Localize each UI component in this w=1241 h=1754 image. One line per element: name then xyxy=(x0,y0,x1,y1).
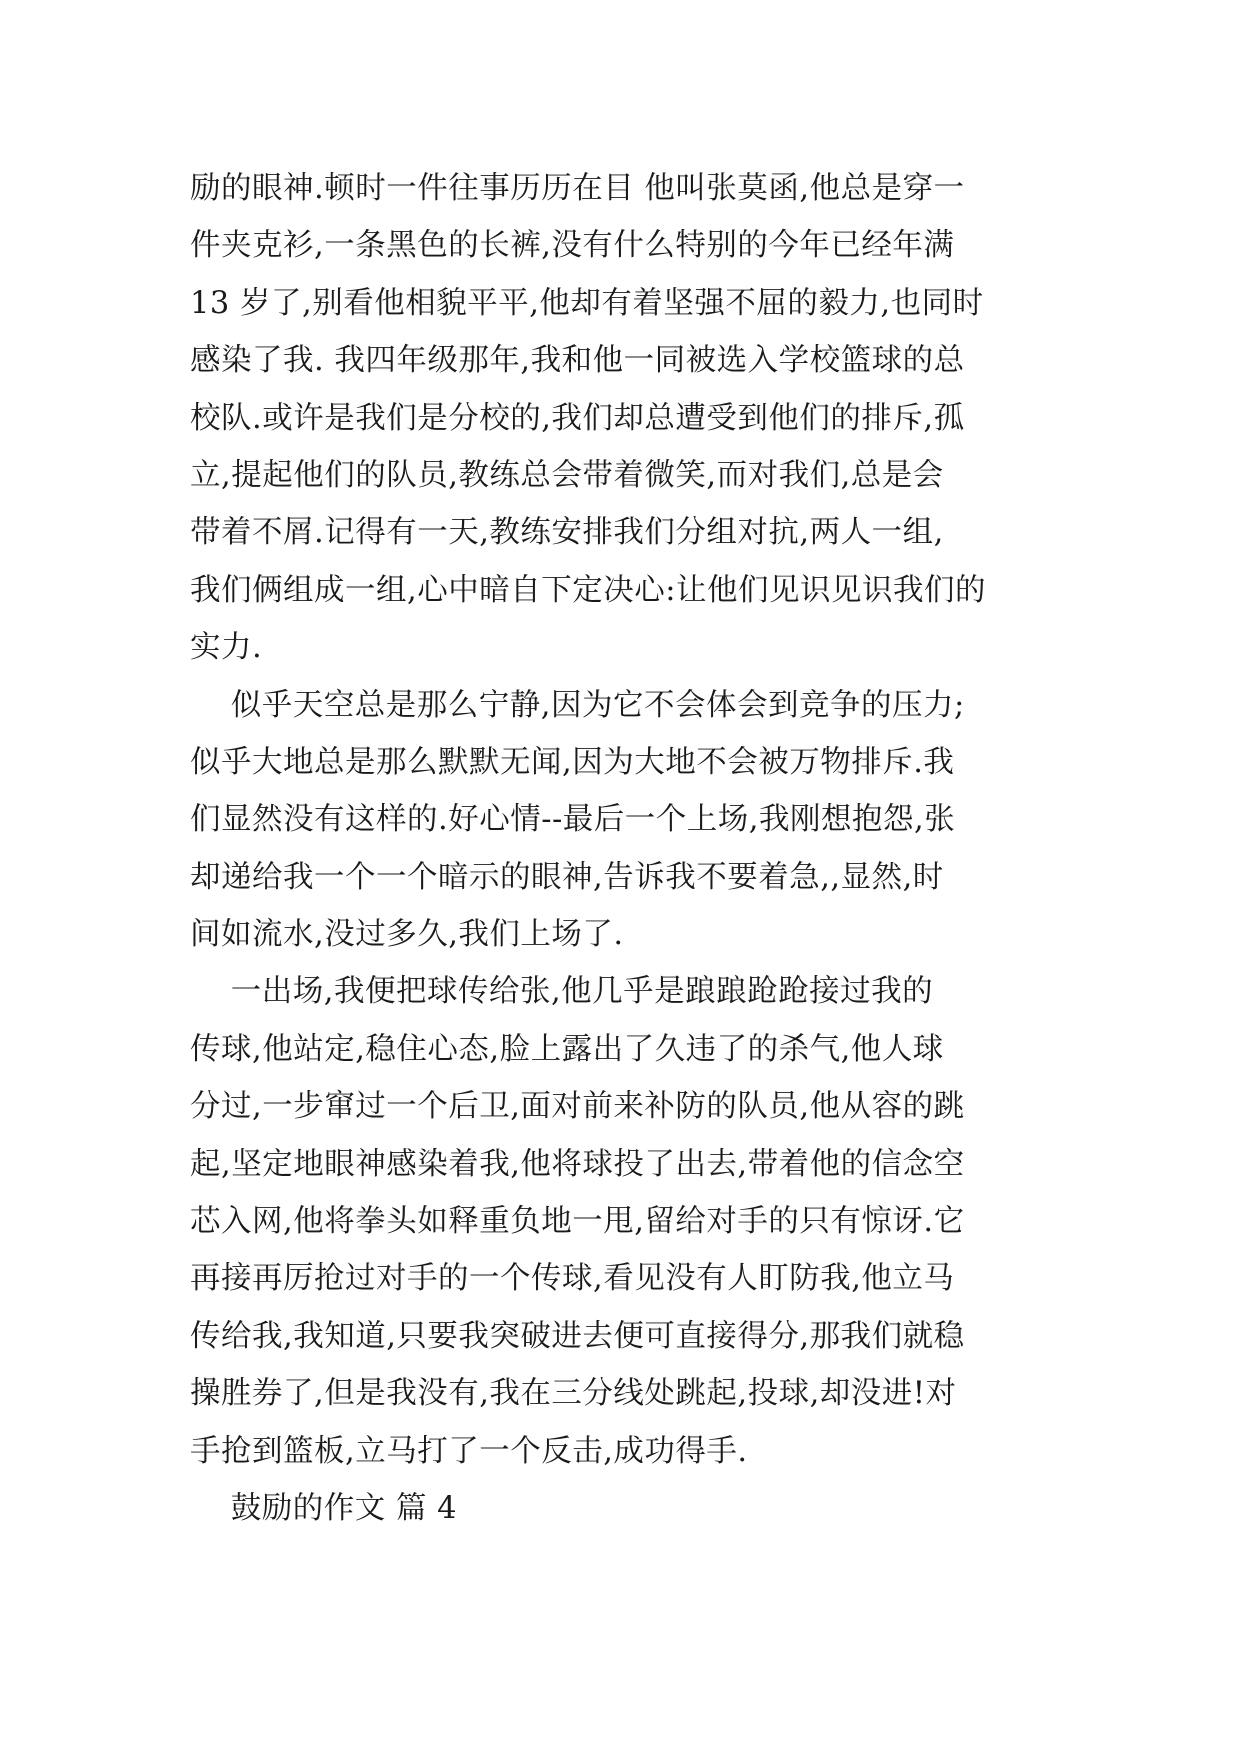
text-line: 件夹克衫,一条黑色的长裤,没有什么特别的今年已经年满 xyxy=(190,228,955,264)
text-line: 感染了我. 我四年级那年,我和他一同被选入学校篮球的总 xyxy=(190,343,965,379)
text-line: 再接再厉抢过对手的一个传球,看见没有人盯防我,他立马 xyxy=(190,1261,955,1297)
text-line: 我们俩组成一组,心中暗自下定决心:让他们见识见识我们的 xyxy=(190,572,986,608)
text-line: 带着不屑.记得有一天,教练安排我们分组对抗,两人一组, xyxy=(190,515,944,551)
text-line: 励的眼神.顿时一件往事历历在目 他叫张莫函,他总是穿一 xyxy=(190,171,965,206)
paragraph-2 xyxy=(190,677,1060,964)
document-body xyxy=(190,160,1060,1537)
text-line: 却递给我一个一个暗示的眼神,告诉我不要着急,,显然,时 xyxy=(190,859,944,895)
text-line: 一出场,我便把球传给张,他几乎是踉踉跄跄接过我的 xyxy=(190,974,934,1010)
text-line: 芯入网,他将拳头如释重负地一甩,留给对手的只有惊讶.它 xyxy=(190,1204,965,1240)
text-line: 起,坚定地眼神感染着我,他将球投了出去,带着他的信念空 xyxy=(190,1146,965,1182)
section-heading xyxy=(190,1480,1060,1537)
text-line: 们显然没有这样的.好心情--最后一个上场,我刚想抱怨,张 xyxy=(190,802,956,838)
text-line: 手抢到篮板,立马打了一个反击,成功得手. xyxy=(190,1433,748,1469)
text-line: 分过,一步窜过一个后卫,面对前来补防的队员,他从容的跳 xyxy=(190,1089,965,1125)
paragraph-3 xyxy=(190,963,1060,1480)
text-line: 校队.或许是我们是分校的,我们却总遭受到他们的排斥,孤 xyxy=(190,400,965,436)
text-line: 操胜券了,但是我没有,我在三分线处跳起,投球,却没进!对 xyxy=(190,1376,957,1412)
text-line: 似乎天空总是那么宁静,因为它不会体会到竞争的压力; xyxy=(190,687,965,723)
text-line: 传球,他站定,稳住心态,脸上露出了久违了的杀气,他人球 xyxy=(190,1031,944,1067)
text-line: 传给我,我知道,只要我突破进去便可直接得分,那我们就稳 xyxy=(190,1318,965,1354)
text-line: 实力. xyxy=(190,630,263,666)
text-line: 似乎大地总是那么默默无闻,因为大地不会被万物排斥.我 xyxy=(190,744,955,780)
text-line: 立,提起他们的队员,教练总会带着微笑,而对我们,总是会 xyxy=(190,457,944,493)
text-line: 间如流水,没过多久,我们上场了. xyxy=(190,917,624,953)
paragraph-1 xyxy=(190,160,1060,677)
heading-text: 鼓励的作文 篇 4 xyxy=(190,1490,458,1526)
text-line: 13 岁了,别看他相貌平平,他却有着坚强不屈的毅力,也同时 xyxy=(190,285,984,321)
